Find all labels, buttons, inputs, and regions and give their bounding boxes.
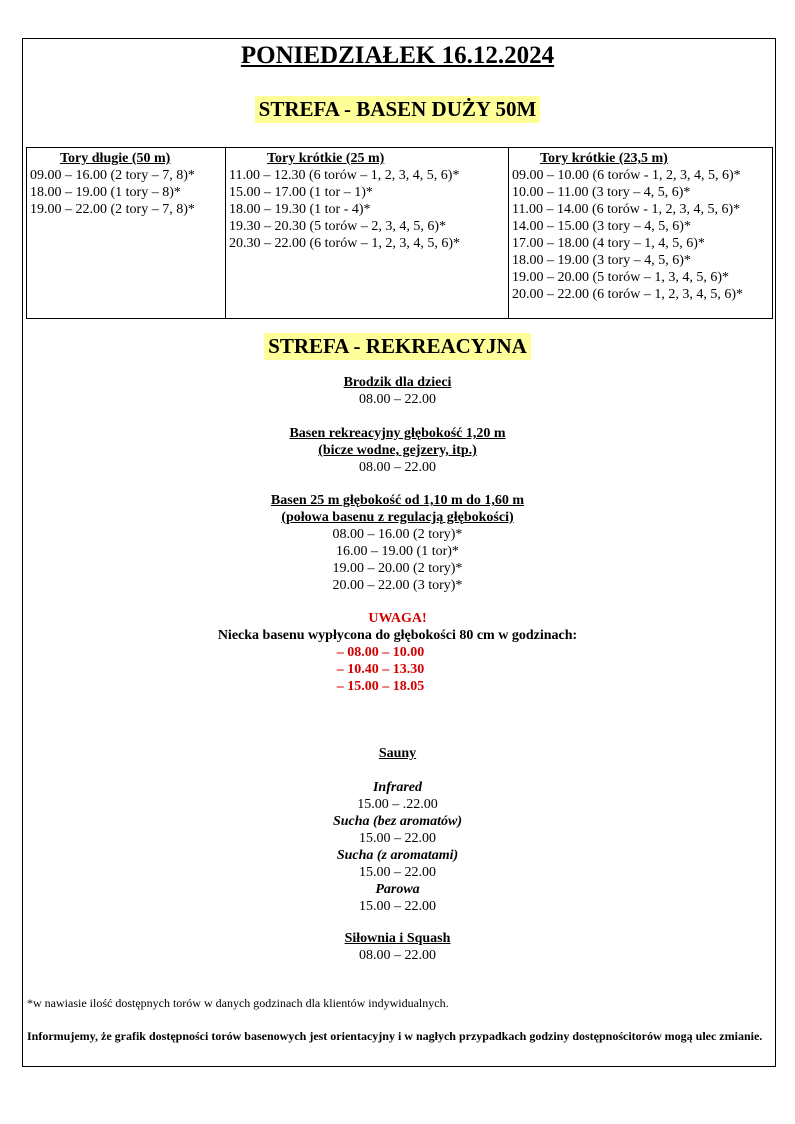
lanes-table (26, 147, 773, 319)
basen25-heading: Basen 25 m głębokość od 1,10 m do 1,60 m (270, 493, 525, 508)
lane-row: 18.00 – 19.30 (1 tor - 4)* (229, 202, 371, 217)
lane-row: 20.30 – 22.00 (6 torów – 1, 2, 3, 4, 5, 6)* (229, 236, 460, 251)
basen25-subheading: (połowa basenu z regulacją głębokości) (281, 510, 514, 525)
lane-row: 14.00 – 15.00 (3 tory – 4, 5, 6)* (512, 219, 691, 234)
sauna-name: Sucha (bez aromatów) (332, 814, 463, 829)
brodzik-heading: Brodzik dla dzieci (343, 375, 452, 390)
silownia-heading: Siłownia i Squash (344, 931, 451, 946)
uwaga-text: Niecka basenu wypłycona do głębokości 80 cm w godzinach: (217, 628, 578, 643)
brodzik-section (0, 374, 795, 408)
lane-row: 17.00 – 18.00 (4 tory – 1, 4, 5, 6)* (512, 236, 705, 251)
basen-rec-heading: Basen rekreacyjny głębokość 1,20 m (289, 426, 506, 441)
lanes-col-long-head: Tory długie (50 m) (60, 151, 171, 166)
zone-big-heading-wrap (0, 96, 795, 123)
sauna-hours: 15.00 – 22.00 (359, 831, 436, 846)
sauna-name: Parowa (375, 882, 420, 897)
lane-row: 09.00 – 10.00 (6 torów - 1, 2, 3, 4, 5, 6)* (512, 168, 741, 183)
zone-rec-heading-wrap (0, 333, 795, 360)
sauny-section (0, 745, 795, 915)
lane-row: 20.00 – 22.00 (6 torów – 1, 2, 3, 4, 5, 6)* (512, 287, 743, 302)
lanes-col-short235-head: Tory krótkie (23,5 m) (540, 151, 668, 166)
lane-row: 18.00 – 19.00 (1 tory – 8)* (30, 185, 181, 200)
sauna-hours: 15.00 – 22.00 (359, 899, 436, 914)
uwaga-row: – 08.00 – 10.00 (336, 645, 425, 660)
zone-rec-heading: STREFA - REKREACYJNA (264, 333, 531, 360)
basen25-row: 16.00 – 19.00 (1 tor)* (336, 544, 459, 559)
uwaga-label: UWAGA! (368, 611, 427, 626)
silownia-hours: 08.00 – 22.00 (359, 948, 436, 963)
sauna-hours: 15.00 – .22.00 (357, 797, 438, 812)
silownia-section (0, 930, 795, 964)
lane-row: 18.00 – 19.00 (3 tory – 4, 5, 6)* (512, 253, 691, 268)
lane-row: 11.00 – 14.00 (6 torów - 1, 2, 3, 4, 5, 6)* (512, 202, 741, 217)
lane-row: 19.30 – 20.30 (5 torów – 2, 3, 4, 5, 6)* (229, 219, 446, 234)
uwaga-row: – 15.00 – 18.05 (336, 679, 425, 694)
info-note: Informujemy, że grafik dostępności torów basenowych jest orientacyjny i w nagłych przypadkach godziny dostępnościtorów mogą ulec zmianie. (27, 1029, 763, 1043)
lane-row: 19.00 – 20.00 (5 torów – 1, 3, 4, 5, 6)* (512, 270, 729, 285)
lane-row: 15.00 – 17.00 (1 tor – 1)* (229, 185, 373, 200)
footnote: *w nawiasie ilość dostępnych torów w danych godzinach dla klientów indywidualnych. (27, 996, 449, 1010)
lane-row: 09.00 – 16.00 (2 tory – 7, 8)* (30, 168, 195, 183)
lanes-col-short235 (509, 148, 773, 319)
basen25-section (0, 492, 795, 594)
basen-rec-section (0, 425, 795, 476)
lanes-col-long (27, 148, 226, 319)
zone-big-heading: STREFA - BASEN DUŻY 50M (255, 96, 541, 123)
brodzik-hours: 08.00 – 22.00 (359, 392, 436, 407)
lane-row: 19.00 – 22.00 (2 tory – 7, 8)* (30, 202, 195, 217)
basen-rec-hours: 08.00 – 22.00 (359, 460, 436, 475)
sauny-heading: Sauny (378, 746, 417, 761)
basen-rec-subheading: (bicze wodne, gejzery, itp.) (318, 443, 477, 458)
basen25-row: 08.00 – 16.00 (2 tory)* (332, 527, 463, 542)
sauna-name: Sucha (z aromatami) (336, 848, 459, 863)
uwaga-row: – 10.40 – 13.30 (336, 662, 425, 677)
sauna-hours: 15.00 – 22.00 (359, 865, 436, 880)
basen25-row: 20.00 – 22.00 (3 tory)* (332, 578, 463, 593)
basen25-row: 19.00 – 20.00 (2 tory)* (332, 561, 463, 576)
sauna-name: Infrared (372, 780, 422, 795)
page-title: PONIEDZIAŁEK 16.12.2024 (240, 42, 555, 69)
lanes-col-short25-head: Tory krótkie (25 m) (267, 151, 385, 166)
lane-row: 11.00 – 12.30 (6 torów – 1, 2, 3, 4, 5, 6)* (229, 168, 460, 183)
lanes-col-short25 (226, 148, 509, 319)
lane-row: 10.00 – 11.00 (3 tory – 4, 5, 6)* (512, 185, 691, 200)
uwaga-section (0, 610, 795, 695)
